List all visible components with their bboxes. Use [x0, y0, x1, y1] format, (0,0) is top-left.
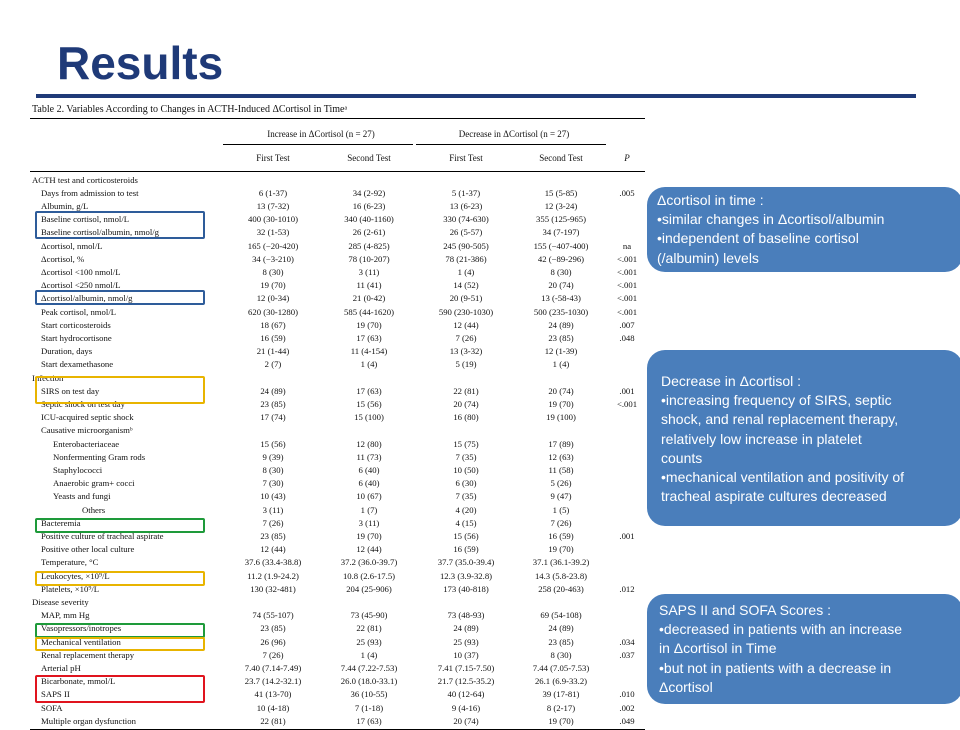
- cell-c1: 400 (30-1010): [248, 214, 298, 225]
- row-label: Baseline cortisol, nmol/L: [41, 214, 130, 225]
- cell-c2: 17 (63): [356, 385, 382, 396]
- cell-c3: 590 (230-1030): [438, 306, 494, 317]
- cell-c2: 36 (10-55): [350, 689, 388, 700]
- table-row: [30, 306, 645, 319]
- cell-c2: 3 (11): [358, 266, 380, 277]
- group-header-decrease: Decrease in ΔCortisol (n = 27): [458, 129, 570, 139]
- row-label: Temperature, °C: [41, 557, 99, 568]
- cell-c3: 13 (3-32): [449, 346, 483, 357]
- cell-c1: 12 (0-34): [256, 293, 290, 304]
- cell-c1: 10 (4-18): [256, 702, 290, 713]
- row-label: Albumin, g/L: [41, 200, 89, 211]
- cell-p-value: .037: [619, 649, 635, 660]
- cell-c2: 19 (70): [356, 319, 382, 330]
- callout-line: •similar changes in Δcortisol/albumin: [657, 211, 885, 228]
- cell-c3: 12 (44): [453, 319, 479, 330]
- cell-c3: 12.3 (3.9-32.8): [439, 570, 493, 581]
- row-label: Δcortisol <250 nmol/L: [41, 280, 121, 291]
- row-label: Peak cortisol, nmol/L: [41, 306, 117, 317]
- cell-c3: 10 (50): [453, 464, 479, 475]
- cell-c3: 5 (19): [455, 359, 477, 370]
- cell-c2: 1 (4): [360, 359, 378, 370]
- callout-line: counts: [661, 449, 703, 466]
- table-row: [30, 358, 645, 371]
- cell-c1: 8 (30): [262, 464, 284, 475]
- row-label: Δcortisol/albumin, nmol/g: [41, 293, 133, 304]
- cell-c4: 17 (89): [548, 438, 574, 449]
- cell-c3: 37.7 (35.0-39.4): [437, 557, 495, 568]
- cell-p-value: .007: [619, 319, 635, 330]
- callout-cortisol-in-time: [647, 187, 960, 272]
- row-label: Nonfermenting Gram rods: [53, 451, 146, 462]
- cell-c4: 12 (3-24): [544, 200, 578, 211]
- row-label: Arterial pH: [41, 662, 81, 673]
- table-row: [30, 187, 645, 200]
- cell-p-value: .001: [619, 530, 635, 541]
- row-label: Septic shock on test day: [41, 398, 125, 409]
- cell-c2: 204 (25-906): [346, 583, 392, 594]
- cell-c4: 19 (70): [548, 715, 574, 726]
- table-row: [30, 253, 645, 266]
- cell-c2: 340 (40-1160): [344, 214, 394, 225]
- cell-c2: 15 (56): [356, 398, 382, 409]
- cell-c3: 22 (81): [453, 385, 479, 396]
- cell-p-value: <.001: [616, 280, 638, 291]
- cell-c1: 7 (26): [262, 649, 284, 660]
- cell-c2: 37.2 (36.0-39.7): [340, 557, 398, 568]
- table-row: [30, 319, 645, 332]
- cell-c1: 13 (7-32): [256, 200, 290, 211]
- cell-p-value: na: [622, 240, 632, 251]
- cell-c3: 7 (35): [455, 451, 477, 462]
- cell-c1: 7.40 (7.14-7.49): [244, 662, 302, 673]
- cell-c4: 1 (4): [552, 359, 570, 370]
- row-label: Yeasts and fungi: [53, 491, 111, 502]
- table-row: [30, 715, 645, 728]
- cell-c2: 1 (4): [360, 649, 378, 660]
- cell-p-value: <.001: [616, 398, 638, 409]
- cell-p-value: .001: [619, 385, 635, 396]
- cell-c1: 23 (85): [260, 623, 286, 634]
- cell-c2: 78 (10-207): [348, 253, 390, 264]
- cell-p-value: .049: [619, 715, 635, 726]
- cell-p-value: <.001: [616, 306, 638, 317]
- cell-c2: 19 (70): [356, 530, 382, 541]
- header-second-test-decrease: Second Test: [539, 153, 583, 163]
- cell-c4: 12 (1-39): [544, 346, 578, 357]
- cell-c3: 4 (20): [455, 504, 477, 515]
- cell-c2: 17 (63): [356, 332, 382, 343]
- cell-c3: 7 (35): [455, 491, 477, 502]
- table-row: [30, 543, 645, 556]
- group-rule-increase: [223, 144, 413, 145]
- cell-c3: 16 (80): [453, 412, 479, 423]
- row-label: Leukocytes, ×10⁹/L: [41, 570, 110, 581]
- cell-c4: 15 (5-85): [544, 187, 578, 198]
- cell-c1: 26 (96): [260, 636, 286, 647]
- callout-line: Δcortisol: [659, 678, 713, 695]
- cell-c3: 10 (37): [453, 649, 479, 660]
- cell-c3: 13 (6-23): [449, 200, 483, 211]
- cell-c1: 34 (−3-210): [252, 253, 294, 264]
- row-label: Positive other local culture: [41, 544, 135, 555]
- callout-line: •decreased in patients with an increase: [659, 621, 903, 638]
- row-label: SOFA: [41, 702, 63, 713]
- table-row: [30, 702, 645, 715]
- cell-c1: 7 (26): [262, 517, 284, 528]
- callout-line: shock, and renal replacement therapy,: [661, 411, 899, 428]
- cell-p-value: .010: [619, 689, 635, 700]
- row-label: Vasopressors/inotropes: [41, 623, 122, 634]
- row-label: Start dexamethasone: [41, 359, 114, 370]
- callout-line: in Δcortisol in Time: [659, 640, 777, 657]
- cell-c1: 2 (7): [264, 359, 282, 370]
- cell-p-value: .034: [619, 636, 635, 647]
- cell-c3: 6 (30): [455, 478, 477, 489]
- callout-decrease-cortisol: [647, 350, 960, 526]
- cell-c3: 20 (74): [453, 715, 479, 726]
- row-label: Platelets, ×10⁹/L: [41, 583, 100, 594]
- cell-c4: 155 (−407-400): [533, 240, 589, 251]
- row-label: Δcortisol <100 nmol/L: [41, 266, 121, 277]
- highlight-saps-sofa: [35, 675, 205, 703]
- cell-c4: 9 (47): [550, 491, 572, 502]
- cell-c2: 1 (7): [360, 504, 378, 515]
- cell-c3: 20 (74): [453, 398, 479, 409]
- cell-c4: 19 (70): [548, 544, 574, 555]
- cell-c1: 15 (56): [260, 438, 286, 449]
- row-label: Days from admission to test: [41, 187, 139, 198]
- cell-c4: 24 (89): [548, 319, 574, 330]
- cell-c2: 11 (73): [356, 451, 382, 462]
- cell-c4: 20 (74): [548, 385, 574, 396]
- callout-line: •increasing frequency of SIRS, septic: [661, 392, 892, 409]
- cell-c2: 26 (2-61): [352, 227, 386, 238]
- cell-c3: 9 (4-16): [451, 702, 481, 713]
- cell-c2: 12 (44): [356, 544, 382, 555]
- cell-c4: 1 (5): [552, 504, 570, 515]
- cell-c2: 22 (81): [356, 623, 382, 634]
- cell-c4: 19 (70): [548, 398, 574, 409]
- cell-c3: 21.7 (12.5-35.2): [437, 676, 495, 687]
- highlight-tracheal-aspirate: [35, 518, 205, 533]
- cell-c1: 8 (30): [262, 266, 284, 277]
- row-label: Multiple organ dysfunction: [41, 715, 136, 726]
- cell-c4: 23 (85): [548, 636, 574, 647]
- row-label: Anaerobic gram+ cocci: [53, 478, 135, 489]
- cell-c2: 7 (1-18): [354, 702, 384, 713]
- row-label: Infection: [32, 372, 64, 383]
- header-p-value: P: [624, 153, 630, 163]
- header-bottom-rule: [30, 171, 645, 172]
- cell-c3: 15 (75): [453, 438, 479, 449]
- cell-c4: 258 (20-463): [538, 583, 584, 594]
- callout-line: •mechanical ventilation and positivity of: [661, 469, 905, 486]
- cell-c3: 20 (9-51): [449, 293, 483, 304]
- table-row: [30, 240, 645, 253]
- table-row: [30, 504, 645, 517]
- cell-c4: 20 (74): [548, 280, 574, 291]
- cell-c2: 6 (40): [358, 478, 380, 489]
- cell-c3: 4 (15): [455, 517, 477, 528]
- cell-c1: 130 (32-481): [250, 583, 296, 594]
- cell-c2: 12 (80): [356, 438, 382, 449]
- cell-c2: 10.8 (2.6-17.5): [342, 570, 396, 581]
- cell-c3: 73 (48-93): [447, 610, 485, 621]
- cell-c4: 19 (100): [546, 412, 576, 423]
- cell-c3: 173 (40-818): [443, 583, 489, 594]
- cell-c3: 26 (5-57): [449, 227, 483, 238]
- cell-c1: 23 (85): [260, 530, 286, 541]
- cell-c2: 73 (45-90): [350, 610, 388, 621]
- cell-c3: 7 (26): [455, 332, 477, 343]
- cell-c1: 11.2 (1.9-24.2): [247, 570, 299, 581]
- cell-c4: 8 (30): [550, 266, 572, 277]
- callout-line: Δcortisol in time :: [657, 192, 764, 208]
- table-caption: Table 2. Variables According to Changes in ACTH-Induced ΔCortisol in Timeᵃ: [32, 104, 348, 115]
- table-row: [30, 596, 645, 609]
- header-first-test-decrease: First Test: [449, 153, 483, 163]
- cell-c4: 8 (2-17): [546, 702, 576, 713]
- table-row: [30, 424, 645, 437]
- cell-c1: 23 (85): [260, 398, 286, 409]
- cell-c4: 11 (58): [548, 464, 574, 475]
- table-row: [30, 464, 645, 477]
- cell-c3: 24 (89): [453, 623, 479, 634]
- table-row: [30, 609, 645, 622]
- table-top-rule: [30, 118, 645, 119]
- cell-p-value: <.001: [616, 266, 638, 277]
- row-label: ACTH test and corticosteroids: [32, 174, 138, 185]
- table-row: [30, 332, 645, 345]
- table-row: [30, 438, 645, 451]
- cell-p-value: .005: [619, 187, 635, 198]
- cell-c4: 23 (85): [548, 332, 574, 343]
- cell-c2: 15 (100): [354, 412, 384, 423]
- cell-c1: 6 (1-37): [258, 187, 288, 198]
- row-label: Duration, days: [41, 346, 93, 357]
- cell-c2: 7.44 (7.22-7.53): [340, 662, 398, 673]
- table-row: [30, 411, 645, 424]
- cell-c4: 8 (30): [550, 649, 572, 660]
- cell-c1: 21 (1-44): [256, 346, 290, 357]
- cell-c2: 585 (44-1620): [344, 306, 394, 317]
- row-label: Bacteremia: [41, 517, 81, 528]
- cell-c4: 355 (125-965): [536, 214, 586, 225]
- cell-c4: 69 (54-108): [540, 610, 582, 621]
- cell-c4: 7 (26): [550, 517, 572, 528]
- cell-c4: 500 (235-1030): [533, 306, 589, 317]
- cell-c4: 13 (-58-43): [541, 293, 581, 304]
- highlight-renal-replacement: [35, 637, 205, 651]
- table-row: [30, 662, 645, 675]
- cell-c2: 11 (41): [356, 280, 382, 291]
- row-label: Positive culture of tracheal aspirate: [41, 530, 164, 541]
- cell-c1: 74 (55-107): [252, 610, 294, 621]
- callout-saps-sofa: [647, 594, 960, 704]
- cell-c2: 17 (63): [356, 715, 382, 726]
- row-label: Staphylococci: [53, 464, 103, 475]
- cell-c1: 7 (30): [262, 478, 284, 489]
- cell-c1: 18 (67): [260, 319, 286, 330]
- cell-c3: 5 (1-37): [451, 187, 481, 198]
- cell-c2: 11 (4-154): [350, 346, 388, 357]
- cell-c4: 37.1 (36.1-39.2): [532, 557, 590, 568]
- cell-c3: 40 (12-64): [447, 689, 485, 700]
- cell-c4: 24 (89): [548, 623, 574, 634]
- cell-c4: 42 (−89-296): [537, 253, 585, 264]
- cell-c3: 14 (52): [453, 280, 479, 291]
- cell-c4: 26.1 (6.9-33.2): [534, 676, 588, 687]
- row-label: Causative microorganismᵇ: [41, 425, 133, 436]
- row-label: Others: [82, 504, 106, 515]
- table-row: [30, 345, 645, 358]
- group-rule-decrease: [416, 144, 606, 145]
- cell-c1: 10 (43): [260, 491, 286, 502]
- row-label: Δcortisol, %: [41, 253, 85, 264]
- cell-c3: 7.41 (7.15-7.50): [437, 662, 495, 673]
- callout-line: •but not in patients with a decrease in: [659, 659, 892, 676]
- callout-line: tracheal aspirate cultures decreased: [661, 488, 887, 505]
- cell-c4: 14.3 (5.8-23.8): [534, 570, 588, 581]
- table-row: [30, 174, 645, 187]
- row-label: Start corticosteroids: [41, 319, 111, 330]
- cell-c1: 12 (44): [260, 544, 286, 555]
- cell-c1: 24 (89): [260, 385, 286, 396]
- cell-c2: 21 (0-42): [352, 293, 386, 304]
- cell-c4: 34 (7-197): [542, 227, 580, 238]
- table-row: [30, 556, 645, 569]
- row-label: MAP, mm Hg: [41, 610, 90, 621]
- slide-title: Results: [57, 37, 224, 89]
- cell-c1: 22 (81): [260, 715, 286, 726]
- callout-line: SAPS II and SOFA Scores :: [659, 602, 831, 618]
- row-label: ICU-acquired septic shock: [41, 412, 134, 423]
- highlight-baseline-cortisol: [35, 211, 205, 239]
- group-header-increase: Increase in ΔCortisol (n = 27): [267, 129, 375, 139]
- header-first-test-increase: First Test: [256, 153, 290, 163]
- row-label: SIRS on test day: [41, 385, 100, 396]
- cell-c1: 620 (30-1280): [248, 306, 298, 317]
- highlight-sirs-septic-shock: [35, 376, 205, 404]
- table-row: [30, 490, 645, 503]
- cell-c1: 9 (39): [262, 451, 284, 462]
- cell-c1: 16 (59): [260, 332, 286, 343]
- cell-p-value: .048: [619, 332, 635, 343]
- cell-c1: 41 (13-70): [254, 689, 292, 700]
- cell-p-value: .002: [619, 702, 635, 713]
- title-underline: [36, 94, 916, 98]
- cell-c3: 16 (59): [453, 544, 479, 555]
- cell-c2: 26.0 (18.0-33.1): [340, 676, 398, 687]
- row-label: Renal replacement therapy: [41, 649, 135, 660]
- table-row: [30, 477, 645, 490]
- cell-c2: 3 (11): [358, 517, 380, 528]
- cell-c1: 19 (70): [260, 280, 286, 291]
- cell-p-value: .012: [619, 583, 635, 594]
- row-label: Δcortisol, nmol/L: [41, 240, 103, 251]
- table-row: [30, 266, 645, 279]
- row-label: Disease severity: [32, 596, 89, 607]
- highlight-platelets: [35, 571, 205, 586]
- cell-c2: 285 (4-825): [348, 240, 390, 251]
- highlight-cortisol-albumin: [35, 290, 205, 305]
- cell-c1: 23.7 (14.2-32.1): [244, 676, 302, 687]
- cell-p-value: <.001: [616, 293, 638, 304]
- table-row: [30, 451, 645, 464]
- cell-c3: 330 (74-630): [443, 214, 489, 225]
- cell-c1: 32 (1-53): [256, 227, 290, 238]
- cell-c2: 34 (2-92): [352, 187, 386, 198]
- row-label: Mechanical ventilation: [41, 636, 121, 647]
- cell-c3: 25 (93): [453, 636, 479, 647]
- cell-c1: 165 (−20-420): [247, 240, 299, 251]
- cell-c1: 3 (11): [262, 504, 284, 515]
- row-label: Start hydrocortisone: [41, 332, 112, 343]
- cell-c4: 16 (59): [548, 530, 574, 541]
- callout-line: (/albumin) levels: [657, 249, 759, 266]
- cell-c2: 6 (40): [358, 464, 380, 475]
- cell-c4: 5 (26): [550, 478, 572, 489]
- row-label: Bicarbonate, mmol/L: [41, 676, 116, 687]
- row-label: Enterobacteriaceae: [53, 438, 120, 449]
- cell-c4: 39 (17-81): [542, 689, 580, 700]
- cell-c3: 245 (90-505): [443, 240, 489, 251]
- cell-c4: 7.44 (7.05-7.53): [532, 662, 590, 673]
- row-label: SAPS II: [41, 689, 70, 700]
- callout-line: •independent of baseline cortisol: [657, 230, 859, 247]
- callout-line: Decrease in Δcortisol :: [661, 373, 802, 389]
- cell-c3: 78 (21-386): [445, 253, 487, 264]
- cell-c2: 16 (6-23): [352, 200, 386, 211]
- cell-c2: 10 (67): [356, 491, 382, 502]
- highlight-mechanical-ventilation: [35, 623, 205, 638]
- cell-c3: 1 (4): [457, 266, 475, 277]
- cell-c2: 25 (93): [356, 636, 382, 647]
- callout-line: relatively low increase in platelet: [661, 430, 862, 447]
- cell-c4: 12 (63): [548, 451, 574, 462]
- cell-c1: 37.6 (33.4-38.8): [244, 557, 302, 568]
- header-second-test-increase: Second Test: [347, 153, 391, 163]
- row-label: Baseline cortisol/albumin, nmol/g: [41, 227, 159, 238]
- cell-c3: 15 (56): [453, 530, 479, 541]
- cell-p-value: <.001: [616, 253, 638, 264]
- cell-c1: 17 (74): [260, 412, 286, 423]
